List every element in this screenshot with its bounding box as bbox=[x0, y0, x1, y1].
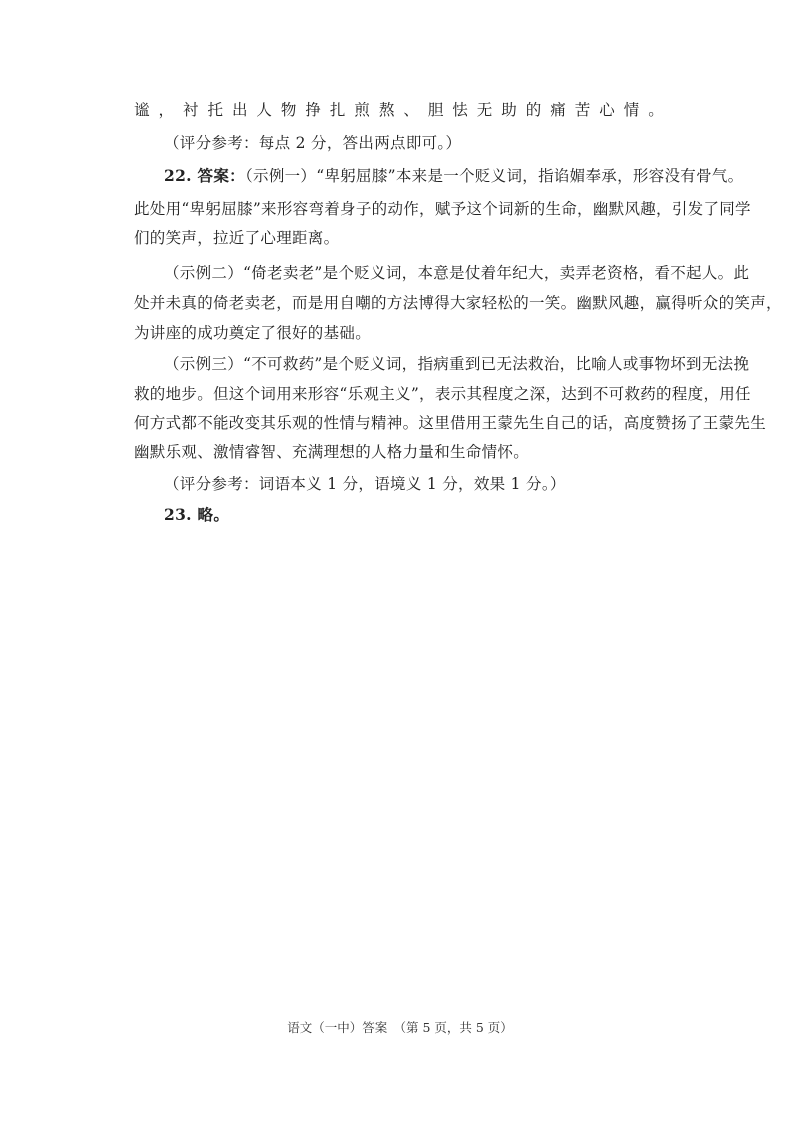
question-22-number: 22. 答案： bbox=[164, 166, 245, 185]
example-3-line-3: 何方式都不能改变其乐观的性情与精神。这里借用王蒙先生自己的话，高度赞扬了王蒙先生 bbox=[134, 414, 767, 432]
text-line-continuation: 谧，衬托出人物挣扎煎熬、胆怯无助的痛苦心情。 bbox=[134, 101, 664, 119]
example-2-line-1: （示例二）“倚老卖老”是个贬义词，本意是仗着年纪大，卖弄老资格，看不起人。此 bbox=[164, 264, 750, 282]
example-2-line-3: 为讲座的成功奠定了很好的基础。 bbox=[134, 324, 372, 342]
example-1-line-2: 此处用“卑躬屈膝”来形容弯着身子的动作，赋予这个词新的生命，幽默风趣，引发了同学 bbox=[134, 200, 751, 218]
example-1-intro: （示例一）“卑躬屈膝”本来是一个贬义词，指谄媚奉承，形容没有骨气。 bbox=[244, 167, 744, 185]
scoring-note-21: （评分参考：每点 2 分，答出两点即可。） bbox=[164, 134, 462, 152]
example-3-line-2: 救的地步。但这个词用来形容“乐观主义”，表示其程度之深，达到不可救药的程度，用任 bbox=[134, 385, 751, 403]
page-footer: 语文（一中）答案 （第 5 页，共 5 页） bbox=[287, 1020, 513, 1035]
example-2-line-2: 处并未真的倚老卖老，而是用自嘲的方法博得大家轻松的一笑。幽默风趣，赢得听众的笑声， bbox=[134, 294, 782, 312]
example-3-line-1: （示例三）“不可救药”是个贬义词，指病重到已无法救治，比喻人或事物坏到无法挽 bbox=[164, 355, 750, 373]
question-23-answer: 23. 略。 bbox=[164, 505, 230, 524]
example-3-line-4: 幽默乐观、激情睿智、充满理想的人格力量和生命情怀。 bbox=[134, 443, 530, 461]
scoring-note-22: （评分参考：词语本义 1 分，语境义 1 分，效果 1 分。） bbox=[164, 475, 566, 493]
example-1-line-3: 们的笑声，拉近了心理距离。 bbox=[134, 229, 340, 247]
answer-22-first-line bbox=[164, 166, 744, 186]
